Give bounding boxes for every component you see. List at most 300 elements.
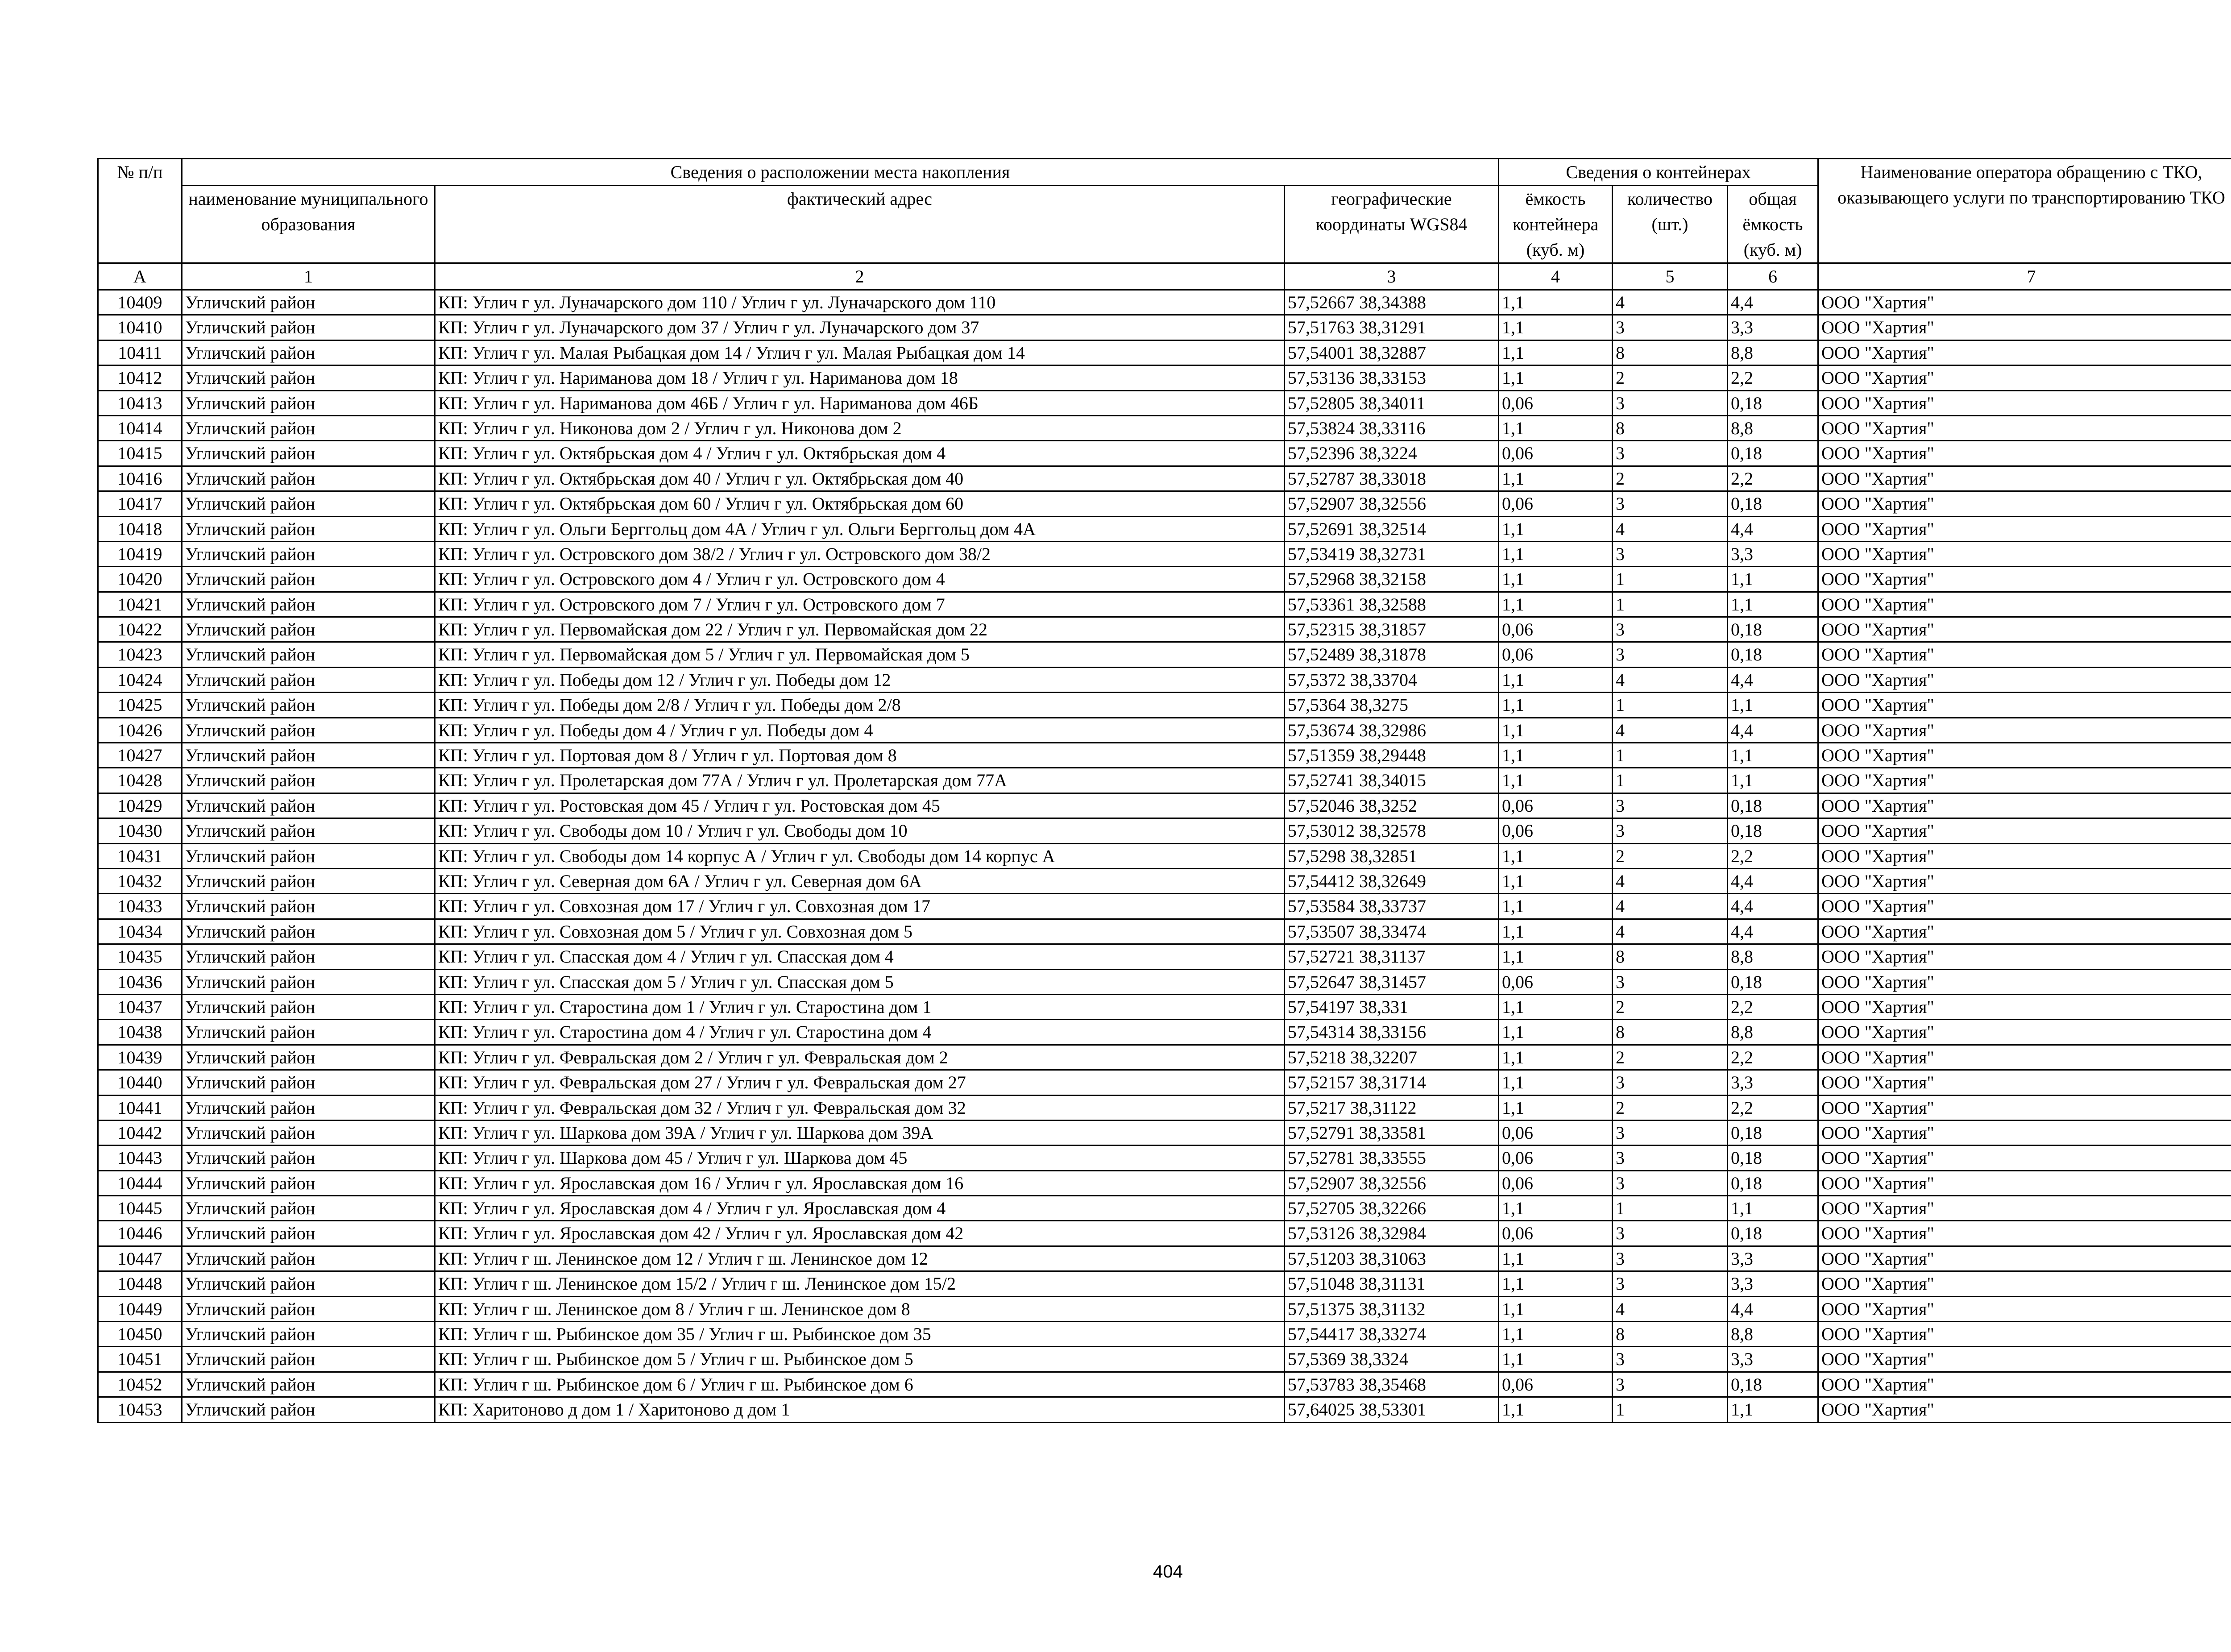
municipality-cell: Угличский район: [182, 894, 435, 919]
count-cell: 3: [1613, 1120, 1728, 1145]
municipality-cell: Угличский район: [182, 1070, 435, 1095]
operator-cell: ООО "Хартия": [1818, 1271, 2231, 1296]
header-municipality: наименование муниципального образования: [182, 186, 435, 263]
coordinates-cell: 57,52157 38,31714: [1285, 1070, 1499, 1095]
total-capacity-cell: 0,18: [1728, 818, 1818, 843]
capacity-cell: 0,06: [1499, 1372, 1613, 1397]
total-capacity-cell: 2,2: [1728, 994, 1818, 1019]
row-number: 10431: [98, 843, 182, 868]
table-row: [98, 894, 2231, 919]
coordinates-cell: 57,53507 38,33474: [1285, 919, 1499, 944]
municipality-cell: Угличский район: [182, 944, 435, 969]
address-cell: КП: Углич г ш. Рыбинское дом 6 / Углич г ш. Рыбинское дом 6: [435, 1372, 1285, 1397]
coordinates-cell: 57,53824 38,33116: [1285, 415, 1499, 440]
municipality-cell: Угличский район: [182, 1322, 435, 1347]
row-number: 10414: [98, 415, 182, 440]
address-cell: КП: Углич г ул. Старостина дом 4 / Углич г ул. Старостина дом 4: [435, 1020, 1285, 1045]
municipality-cell: Угличский район: [182, 1146, 435, 1171]
table-row: [98, 667, 2231, 692]
total-capacity-cell: 3,3: [1728, 1271, 1818, 1296]
capacity-cell: 1,1: [1499, 340, 1613, 365]
address-cell: КП: Углич г ш. Рыбинское дом 35 / Углич г ш. Рыбинское дом 35: [435, 1322, 1285, 1347]
capacity-cell: 1,1: [1499, 1196, 1613, 1221]
address-cell: КП: Углич г ул. Ярославская дом 4 / Углич г ул. Ярославская дом 4: [435, 1196, 1285, 1221]
operator-cell: ООО "Хартия": [1818, 642, 2231, 667]
municipality-cell: Угличский район: [182, 541, 435, 566]
address-cell: КП: Углич г ул. Свободы дом 14 корпус А / Углич г ул. Свободы дом 14 корпус А: [435, 843, 1285, 868]
operator-cell: ООО "Хартия": [1818, 868, 2231, 893]
address-cell: КП: Углич г ул. Нариманова дом 18 / Углич г ул. Нариманова дом 18: [435, 365, 1285, 390]
total-capacity-cell: 0,18: [1728, 617, 1818, 642]
coordinates-cell: 57,52315 38,31857: [1285, 617, 1499, 642]
count-cell: 3: [1613, 793, 1728, 818]
table-row: [98, 441, 2231, 466]
municipality-cell: Угличский район: [182, 793, 435, 818]
municipality-cell: Угличский район: [182, 743, 435, 768]
coordinates-cell: 57,51763 38,31291: [1285, 315, 1499, 340]
operator-cell: ООО "Хартия": [1818, 1171, 2231, 1195]
operator-cell: ООО "Хартия": [1818, 1095, 2231, 1120]
address-cell: КП: Углич г ул. Февральская дом 2 / Углич г ул. Февральская дом 2: [435, 1045, 1285, 1070]
row-number: 10425: [98, 693, 182, 718]
capacity-cell: 1,1: [1499, 894, 1613, 919]
row-number: 10430: [98, 818, 182, 843]
capacity-cell: 1,1: [1499, 365, 1613, 390]
total-capacity-cell: 0,18: [1728, 390, 1818, 415]
total-capacity-cell: 0,18: [1728, 1171, 1818, 1195]
table-row: [98, 1347, 2231, 1372]
capacity-cell: 0,06: [1499, 969, 1613, 994]
count-cell: 2: [1613, 466, 1728, 491]
municipality-cell: Угличский район: [182, 441, 435, 466]
total-capacity-cell: 4,4: [1728, 516, 1818, 541]
capacity-cell: 0,06: [1499, 491, 1613, 516]
row-number: 10441: [98, 1095, 182, 1120]
table-row: [98, 290, 2231, 315]
row-number: 10410: [98, 315, 182, 340]
total-capacity-cell: 1,1: [1728, 592, 1818, 617]
coordinates-cell: 57,52781 38,33555: [1285, 1146, 1499, 1171]
count-cell: 1: [1613, 1196, 1728, 1221]
coordinates-cell: 57,52968 38,32158: [1285, 567, 1499, 592]
total-capacity-cell: 1,1: [1728, 567, 1818, 592]
table-row: [98, 541, 2231, 566]
row-number: 10437: [98, 994, 182, 1019]
coordinates-cell: 57,52907 38,32556: [1285, 491, 1499, 516]
count-cell: 8: [1613, 415, 1728, 440]
operator-cell: ООО "Хартия": [1818, 290, 2231, 315]
address-cell: КП: Углич г ул. Победы дом 4 / Углич г ул. Победы дом 4: [435, 718, 1285, 743]
capacity-cell: 0,06: [1499, 642, 1613, 667]
address-cell: КП: Углич г ш. Рыбинское дом 5 / Углич г ш. Рыбинское дом 5: [435, 1347, 1285, 1372]
operator-cell: ООО "Хартия": [1818, 415, 2231, 440]
table-row: [98, 1095, 2231, 1120]
municipality-cell: Угличский район: [182, 516, 435, 541]
index-cell: 2: [435, 263, 1285, 290]
coordinates-cell: 57,54412 38,32649: [1285, 868, 1499, 893]
waste-sites-table: [97, 158, 2231, 1423]
address-cell: КП: Углич г ул. Портовая дом 8 / Углич г ул. Портовая дом 8: [435, 743, 1285, 768]
table-row: [98, 1246, 2231, 1271]
capacity-cell: 1,1: [1499, 768, 1613, 793]
capacity-cell: 1,1: [1499, 1271, 1613, 1296]
count-cell: 3: [1613, 1070, 1728, 1095]
address-cell: КП: Углич г ул. Ярославская дом 42 / Углич г ул. Ярославская дом 42: [435, 1221, 1285, 1246]
operator-cell: ООО "Хартия": [1818, 793, 2231, 818]
operator-cell: ООО "Хартия": [1818, 919, 2231, 944]
table-row: [98, 768, 2231, 793]
operator-cell: ООО "Хартия": [1818, 466, 2231, 491]
address-cell: КП: Углич г ул. Ростовская дом 45 / Углич г ул. Ростовская дом 45: [435, 793, 1285, 818]
coordinates-cell: 57,53584 38,33737: [1285, 894, 1499, 919]
total-capacity-cell: 2,2: [1728, 843, 1818, 868]
count-cell: 3: [1613, 818, 1728, 843]
capacity-cell: 0,06: [1499, 818, 1613, 843]
capacity-cell: 1,1: [1499, 315, 1613, 340]
address-cell: КП: Углич г ул. Победы дом 12 / Углич г ул. Победы дом 12: [435, 667, 1285, 692]
municipality-cell: Угличский район: [182, 415, 435, 440]
row-number: 10419: [98, 541, 182, 566]
coordinates-cell: 57,52791 38,33581: [1285, 1120, 1499, 1145]
count-cell: 3: [1613, 390, 1728, 415]
municipality-cell: Угличский район: [182, 340, 435, 365]
coordinates-cell: 57,52647 38,31457: [1285, 969, 1499, 994]
index-cell: А: [98, 263, 182, 290]
row-number: 10439: [98, 1045, 182, 1070]
total-capacity-cell: 4,4: [1728, 894, 1818, 919]
total-capacity-cell: 8,8: [1728, 340, 1818, 365]
count-cell: 4: [1613, 894, 1728, 919]
municipality-cell: Угличский район: [182, 491, 435, 516]
municipality-cell: Угличский район: [182, 290, 435, 315]
municipality-cell: Угличский район: [182, 1196, 435, 1221]
coordinates-cell: 57,52721 38,31137: [1285, 944, 1499, 969]
operator-cell: ООО "Хартия": [1818, 617, 2231, 642]
table-row: [98, 994, 2231, 1019]
address-cell: КП: Углич г ул. Островского дом 4 / Углич г ул. Островского дом 4: [435, 567, 1285, 592]
header-count: количество (шт.): [1613, 186, 1728, 263]
capacity-cell: 1,1: [1499, 994, 1613, 1019]
operator-cell: ООО "Хартия": [1818, 1020, 2231, 1045]
capacity-cell: 1,1: [1499, 718, 1613, 743]
capacity-cell: 0,06: [1499, 390, 1613, 415]
capacity-cell: 0,06: [1499, 617, 1613, 642]
row-number: 10418: [98, 516, 182, 541]
total-capacity-cell: 1,1: [1728, 1196, 1818, 1221]
count-cell: 2: [1613, 1045, 1728, 1070]
table-row: [98, 1070, 2231, 1095]
row-number: 10421: [98, 592, 182, 617]
total-capacity-cell: 2,2: [1728, 466, 1818, 491]
address-cell: КП: Углич г ул. Спасская дом 4 / Углич г ул. Спасская дом 4: [435, 944, 1285, 969]
header-location-group: Сведения о расположении места накопления: [182, 159, 1499, 186]
coordinates-cell: 57,52396 38,3224: [1285, 441, 1499, 466]
row-number: 10411: [98, 340, 182, 365]
total-capacity-cell: 4,4: [1728, 1296, 1818, 1321]
row-number: 10446: [98, 1221, 182, 1246]
municipality-cell: Угличский район: [182, 969, 435, 994]
capacity-cell: 1,1: [1499, 567, 1613, 592]
coordinates-cell: 57,54314 38,33156: [1285, 1020, 1499, 1045]
address-cell: КП: Углич г ул. Луначарского дом 37 / Углич г ул. Луначарского дом 37: [435, 315, 1285, 340]
municipality-cell: Угличский район: [182, 1246, 435, 1271]
count-cell: 8: [1613, 340, 1728, 365]
count-cell: 1: [1613, 567, 1728, 592]
count-cell: 3: [1613, 642, 1728, 667]
coordinates-cell: 57,53136 38,33153: [1285, 365, 1499, 390]
operator-cell: ООО "Хартия": [1818, 491, 2231, 516]
coordinates-cell: 57,53419 38,32731: [1285, 541, 1499, 566]
row-number: 10452: [98, 1372, 182, 1397]
capacity-cell: 1,1: [1499, 843, 1613, 868]
municipality-cell: Угличский район: [182, 1171, 435, 1195]
municipality-cell: Угличский район: [182, 919, 435, 944]
table-row: [98, 843, 2231, 868]
address-cell: КП: Углич г ул. Никонова дом 2 / Углич г ул. Никонова дом 2: [435, 415, 1285, 440]
table-row: [98, 1020, 2231, 1045]
capacity-cell: 1,1: [1499, 1045, 1613, 1070]
count-cell: 4: [1613, 868, 1728, 893]
count-cell: 3: [1613, 1221, 1728, 1246]
capacity-cell: 0,06: [1499, 1221, 1613, 1246]
coordinates-cell: 57,5369 38,3324: [1285, 1347, 1499, 1372]
capacity-cell: 1,1: [1499, 516, 1613, 541]
count-cell: 1: [1613, 592, 1728, 617]
coordinates-cell: 57,52046 38,3252: [1285, 793, 1499, 818]
operator-cell: ООО "Хартия": [1818, 315, 2231, 340]
table-row: [98, 693, 2231, 718]
page-number: 404: [1153, 1562, 1183, 1581]
coordinates-cell: 57,51203 38,31063: [1285, 1246, 1499, 1271]
operator-cell: ООО "Хартия": [1818, 693, 2231, 718]
total-capacity-cell: 0,18: [1728, 491, 1818, 516]
operator-cell: ООО "Хартия": [1818, 390, 2231, 415]
capacity-cell: 1,1: [1499, 1020, 1613, 1045]
capacity-cell: 1,1: [1499, 1296, 1613, 1321]
count-cell: 8: [1613, 944, 1728, 969]
header-containers-group: Сведения о контейнерах: [1499, 159, 1818, 186]
operator-cell: ООО "Хартия": [1818, 1070, 2231, 1095]
count-cell: 1: [1613, 743, 1728, 768]
address-cell: КП: Углич г ш. Ленинское дом 8 / Углич г ш. Ленинское дом 8: [435, 1296, 1285, 1321]
index-cell: 5: [1613, 263, 1728, 290]
address-cell: КП: Углич г ул. Шаркова дом 45 / Углич г ул. Шаркова дом 45: [435, 1146, 1285, 1171]
row-number: 10413: [98, 390, 182, 415]
table-row: [98, 1120, 2231, 1145]
row-number: 10428: [98, 768, 182, 793]
row-number: 10447: [98, 1246, 182, 1271]
coordinates-cell: 57,54417 38,33274: [1285, 1322, 1499, 1347]
table-row: [98, 818, 2231, 843]
municipality-cell: Угличский район: [182, 642, 435, 667]
municipality-cell: Угличский район: [182, 1347, 435, 1372]
table-row: [98, 919, 2231, 944]
total-capacity-cell: 8,8: [1728, 1322, 1818, 1347]
municipality-cell: Угличский район: [182, 843, 435, 868]
table-row: [98, 793, 2231, 818]
table-row: [98, 969, 2231, 994]
coordinates-cell: 57,51359 38,29448: [1285, 743, 1499, 768]
row-number: 10438: [98, 1020, 182, 1045]
operator-cell: ООО "Хартия": [1818, 340, 2231, 365]
count-cell: 4: [1613, 516, 1728, 541]
municipality-cell: Угличский район: [182, 868, 435, 893]
total-capacity-cell: 1,1: [1728, 768, 1818, 793]
total-capacity-cell: 4,4: [1728, 667, 1818, 692]
operator-cell: ООО "Хартия": [1818, 1322, 2231, 1347]
row-number: 10415: [98, 441, 182, 466]
address-cell: КП: Углич г ул. Победы дом 2/8 / Углич г ул. Победы дом 2/8: [435, 693, 1285, 718]
municipality-cell: Угличский район: [182, 693, 435, 718]
row-number: 10445: [98, 1196, 182, 1221]
count-cell: 2: [1613, 994, 1728, 1019]
coordinates-cell: 57,54001 38,32887: [1285, 340, 1499, 365]
row-number: 10424: [98, 667, 182, 692]
operator-cell: ООО "Хартия": [1818, 718, 2231, 743]
total-capacity-cell: 8,8: [1728, 1020, 1818, 1045]
municipality-cell: Угличский район: [182, 390, 435, 415]
operator-cell: ООО "Хартия": [1818, 541, 2231, 566]
count-cell: 3: [1613, 1146, 1728, 1171]
address-cell: КП: Углич г ул. Спасская дом 5 / Углич г ул. Спасская дом 5: [435, 969, 1285, 994]
table-row: [98, 617, 2231, 642]
row-number: 10422: [98, 617, 182, 642]
coordinates-cell: 57,52705 38,32266: [1285, 1196, 1499, 1221]
address-cell: КП: Углич г ул. Островского дом 38/2 / Углич г ул. Островского дом 38/2: [435, 541, 1285, 566]
table-row: [98, 1271, 2231, 1296]
count-cell: 3: [1613, 1372, 1728, 1397]
total-capacity-cell: 3,3: [1728, 541, 1818, 566]
table-row: [98, 944, 2231, 969]
table-row: [98, 365, 2231, 390]
row-number: 10429: [98, 793, 182, 818]
municipality-cell: Угличский район: [182, 365, 435, 390]
address-cell: КП: Углич г ул. Совхозная дом 17 / Углич г ул. Совхозная дом 17: [435, 894, 1285, 919]
count-cell: 2: [1613, 365, 1728, 390]
total-capacity-cell: 0,18: [1728, 1120, 1818, 1145]
total-capacity-cell: 8,8: [1728, 944, 1818, 969]
row-number: 10416: [98, 466, 182, 491]
table-row: [98, 315, 2231, 340]
count-cell: 2: [1613, 1095, 1728, 1120]
operator-cell: ООО "Хартия": [1818, 894, 2231, 919]
address-cell: КП: Углич г ул. Ольги Берггольц дом 4А / Углич г ул. Ольги Берггольц дом 4А: [435, 516, 1285, 541]
capacity-cell: 1,1: [1499, 541, 1613, 566]
operator-cell: ООО "Хартия": [1818, 743, 2231, 768]
count-cell: 3: [1613, 1347, 1728, 1372]
coordinates-cell: 57,52667 38,34388: [1285, 290, 1499, 315]
municipality-cell: Угличский район: [182, 567, 435, 592]
coordinates-cell: 57,52741 38,34015: [1285, 768, 1499, 793]
header-index-row: [98, 263, 2231, 290]
address-cell: КП: Углич г ул. Совхозная дом 5 / Углич г ул. Совхозная дом 5: [435, 919, 1285, 944]
total-capacity-cell: 8,8: [1728, 415, 1818, 440]
row-number: 10427: [98, 743, 182, 768]
capacity-cell: 1,1: [1499, 667, 1613, 692]
operator-cell: ООО "Хартия": [1818, 944, 2231, 969]
count-cell: 4: [1613, 667, 1728, 692]
total-capacity-cell: 0,18: [1728, 441, 1818, 466]
row-number: 10433: [98, 894, 182, 919]
total-capacity-cell: 3,3: [1728, 315, 1818, 340]
capacity-cell: 1,1: [1499, 415, 1613, 440]
table-row: [98, 868, 2231, 893]
row-number: 10450: [98, 1322, 182, 1347]
address-cell: КП: Углич г ул. Ярославская дом 16 / Углич г ул. Ярославская дом 16: [435, 1171, 1285, 1195]
coordinates-cell: 57,53783 38,35468: [1285, 1372, 1499, 1397]
municipality-cell: Угличский район: [182, 718, 435, 743]
count-cell: 8: [1613, 1020, 1728, 1045]
table-row: [98, 642, 2231, 667]
table-header: [98, 159, 2231, 290]
address-cell: КП: Углич г ул. Нариманова дом 46Б / Углич г ул. Нариманова дом 46Б: [435, 390, 1285, 415]
operator-cell: ООО "Хартия": [1818, 1045, 2231, 1070]
count-cell: 4: [1613, 1296, 1728, 1321]
table-row: [98, 1196, 2231, 1221]
capacity-cell: 1,1: [1499, 919, 1613, 944]
operator-cell: ООО "Хартия": [1818, 365, 2231, 390]
total-capacity-cell: 0,18: [1728, 642, 1818, 667]
count-cell: 3: [1613, 969, 1728, 994]
total-capacity-cell: 0,18: [1728, 1221, 1818, 1246]
total-capacity-cell: 2,2: [1728, 365, 1818, 390]
coordinates-cell: 57,5298 38,32851: [1285, 843, 1499, 868]
operator-cell: ООО "Хартия": [1818, 592, 2231, 617]
total-capacity-cell: 4,4: [1728, 718, 1818, 743]
count-cell: 4: [1613, 919, 1728, 944]
coordinates-cell: 57,51375 38,31132: [1285, 1296, 1499, 1321]
row-number: 10449: [98, 1296, 182, 1321]
count-cell: 4: [1613, 718, 1728, 743]
index-cell: 7: [1818, 263, 2231, 290]
capacity-cell: 1,1: [1499, 868, 1613, 893]
operator-cell: ООО "Хартия": [1818, 1296, 2231, 1321]
coordinates-cell: 57,52489 38,31878: [1285, 642, 1499, 667]
total-capacity-cell: 4,4: [1728, 919, 1818, 944]
capacity-cell: 1,1: [1499, 1347, 1613, 1372]
capacity-cell: 0,06: [1499, 1171, 1613, 1195]
total-capacity-cell: 1,1: [1728, 743, 1818, 768]
count-cell: 3: [1613, 1271, 1728, 1296]
operator-cell: ООО "Хартия": [1818, 1221, 2231, 1246]
total-capacity-cell: 1,1: [1728, 693, 1818, 718]
header-coords: географические координаты WGS84: [1285, 186, 1499, 263]
municipality-cell: Угличский район: [182, 768, 435, 793]
total-capacity-cell: 0,18: [1728, 793, 1818, 818]
table-row: [98, 1397, 2231, 1422]
address-cell: КП: Углич г ул. Пролетарская дом 77А / Углич г ул. Пролетарская дом 77А: [435, 768, 1285, 793]
municipality-cell: Угличский район: [182, 1120, 435, 1145]
table-row: [98, 592, 2231, 617]
count-cell: 3: [1613, 1171, 1728, 1195]
index-cell: 4: [1499, 263, 1613, 290]
operator-cell: ООО "Хартия": [1818, 567, 2231, 592]
address-cell: КП: Углич г ул. Шаркова дом 39А / Углич г ул. Шаркова дом 39А: [435, 1120, 1285, 1145]
capacity-cell: 1,1: [1499, 944, 1613, 969]
row-number: 10412: [98, 365, 182, 390]
table-body: [98, 290, 2231, 1423]
total-capacity-cell: 3,3: [1728, 1070, 1818, 1095]
table-row: [98, 718, 2231, 743]
row-number: 10420: [98, 567, 182, 592]
count-cell: 1: [1613, 1397, 1728, 1422]
coordinates-cell: 57,52805 38,34011: [1285, 390, 1499, 415]
coordinates-cell: 57,52691 38,32514: [1285, 516, 1499, 541]
count-cell: 1: [1613, 693, 1728, 718]
municipality-cell: Угличский район: [182, 617, 435, 642]
municipality-cell: Угличский район: [182, 1296, 435, 1321]
operator-cell: ООО "Хартия": [1818, 1246, 2231, 1271]
